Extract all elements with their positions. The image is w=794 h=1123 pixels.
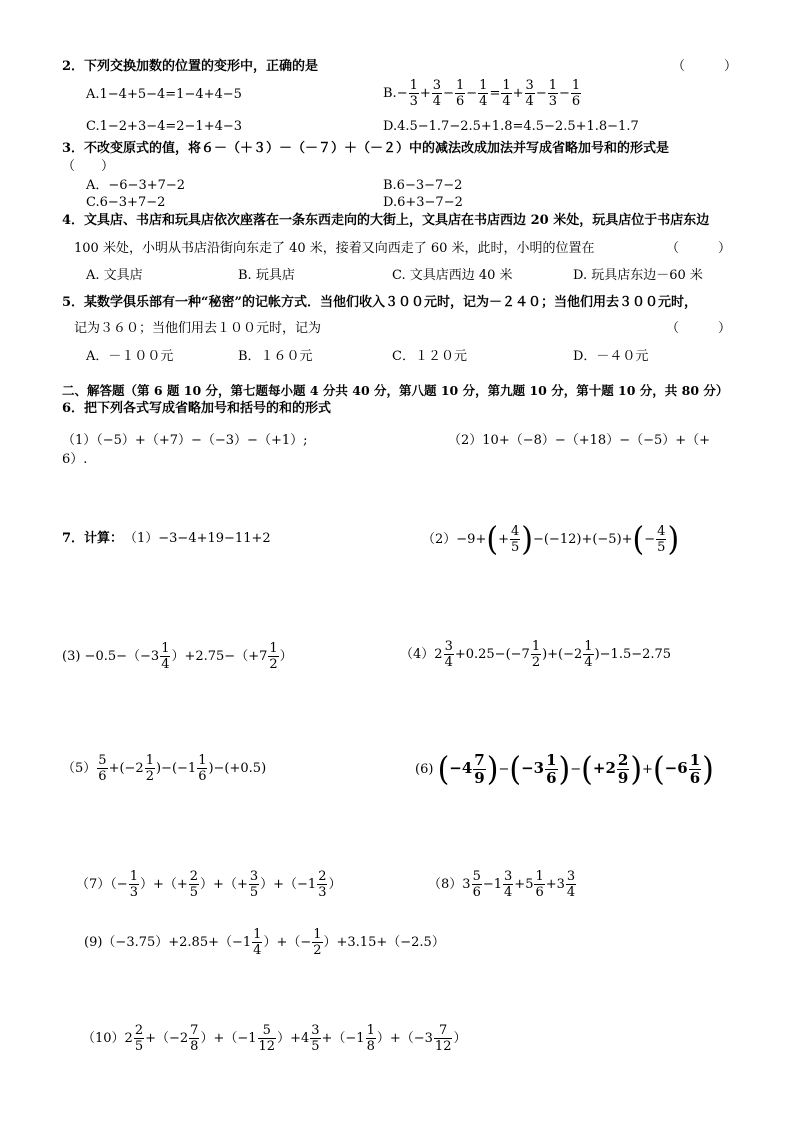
q4-option-b: B. 玩具店 — [238, 268, 295, 283]
q5-stem-line1: 5．某数学俱乐部有一种“秘密”的记帐方式．当他们收入３００元时，记为－２４０；当他们用去３００元时， — [62, 295, 698, 310]
q7-part7: （7）（− $\frac{1}{3}$ ）+（+ $\frac{2}{5}$ ）+（+ $\frac{3}{5}$ ）+（−1 $\frac{2}{3}$ ） — [76, 869, 342, 900]
q5-option-a: A．－１００元 — [86, 349, 174, 364]
q7-part5: （5） $\frac{5}{6}$ +(−2 $\frac{1}{2}$ )−(−1 $\frac{1}{6}$ )−(+0.5) — [62, 753, 267, 784]
q2-stem: 2．下列交换加数的位置的变形中，正确的是 — [62, 59, 319, 74]
q2-option-a: A.1−4+5−4=1−4+4−5 — [86, 87, 242, 102]
q7-part8-label: （8） — [428, 877, 463, 892]
q7-part2-label: （2） — [422, 532, 457, 547]
q7-part6-label: (6) — [415, 762, 434, 777]
q4-answer-paren: （ ） — [666, 241, 732, 256]
q3-option-c: C.6−3+7−2 — [86, 195, 166, 210]
q5-option-c: C．１２０元 — [392, 349, 467, 364]
q4-option-d: D. 玩具店东边－60 米 — [573, 268, 703, 283]
q6-part2-line1: （2）10+（−8）−（+18）−（−5）+（+ — [448, 433, 711, 448]
q7-part4-label: （4） — [400, 647, 435, 662]
q3-option-b: B.6−3−7−2 — [383, 178, 463, 193]
q2-option-b: B.− $\frac{1}{3}$ + $\frac{3}{4}$ − $\frac{1}{6}$ − $\frac{1}{4}$ = $\frac{1}{4}$ + $\frac{3}{4}$ − $\frac{1}{3}$ − $\frac{1}{6}$ — [383, 78, 581, 109]
q5-answer-paren: （ ） — [666, 321, 732, 336]
q7-part3-label: (3) — [62, 649, 81, 664]
q7-part6: (6) (−4 $\frac{7}{9}$ )−(−3 $\frac{1}{6}$ )−(+2 $\frac{2}{9}$ )+(−6 $\frac{1}{6}$ ) — [415, 749, 714, 789]
q2-option-c: C.1−2+3−4=2−1+4−3 — [86, 119, 243, 134]
q6-stem: 6．把下列各式写成省略加号和括号的和的形式 — [62, 401, 332, 416]
q7-part2: （2）−9+(+ $\frac{4}{5}$ )−(−12)+(−5)+(− $\frac{4}{5}$ ) — [422, 519, 680, 559]
q2-option-d: D.4.5−1.7−2.5+1.8=4.5−2.5+1.8−1.7 — [383, 119, 639, 134]
q4-option-a: A. 文具店 — [86, 268, 143, 283]
q3-answer-paren: （ ） — [62, 159, 115, 174]
q6-part2-line2: 6）. — [62, 452, 88, 467]
q7-part10: （10）2 $\frac{2}{5}$ +（−2 $\frac{7}{8}$ ）+（−1 $\frac{5}{12}$ ）+4 $\frac{3}{5}$ +（−1 $\frac{1}{8}$ ）+（−3 $\frac{7}{12}$ ） — [82, 1023, 467, 1054]
q5-stem-line2: 记为３６０；当他们用去１００元时，记为 — [74, 321, 322, 336]
q7-part4: （4）2 $\frac{3}{4}$ +0.25−(−7 $\frac{1}{2}$ )+(−2 $\frac{1}{4}$ )−1.5−2.75 — [400, 639, 672, 670]
q4-stem-line1: 4．文具店、书店和玩具店依次座落在一条东西走向的大街上，文具店在书店西边 20 米处，玩具店位于书店东边 — [62, 213, 710, 228]
q7-part9: (9)（−3.75）+2.85+（−1 $\frac{1}{4}$ ）+（− $\frac{1}{2}$ ）+3.15+（−2.5） — [84, 927, 445, 958]
q2-answer-paren: （ ） — [672, 59, 738, 74]
q7-label: 7．计算： — [62, 531, 124, 546]
q7-part10-label: （10） — [82, 1031, 125, 1046]
q6-part1: （1）（−5）+（+7）−（−3）−（+1）; — [62, 433, 308, 448]
q3-stem: 3．不改变原式的值，将６－（＋３）－（－７）＋（－２）中的减法改成加法并写成省略加号和的形式是 — [62, 141, 670, 156]
q5-option-d: D．－４０元 — [573, 349, 649, 364]
q2-option-b-prefix: B. — [383, 86, 397, 101]
q3-option-d: D.6+3−7−2 — [383, 195, 463, 210]
q7-part1: （1）−3−4+19−11+2 — [124, 531, 271, 546]
q7-part5-label: （5） — [62, 761, 97, 776]
q7-part3: (3) −0.5−（−3 $\frac{1}{4}$ ）+2.75−（+7 $\frac{1}{2}$ ） — [62, 641, 293, 672]
q4-stem-line2: 100 米处，小明从书店沿街向东走了 40 米，接着又向西走了 60 米，此时，小明的位置在 — [74, 241, 595, 256]
q4-option-c: C. 文具店西边 40 米 — [392, 268, 513, 283]
q7-part8: （8）3 $\frac{5}{6}$ −1 $\frac{3}{4}$ +5 $\frac{1}{6}$ +3 $\frac{3}{4}$ — [428, 869, 576, 900]
q3-option-a: A．−6−3+7−2 — [86, 178, 186, 193]
q5-option-b: B．１６０元 — [238, 349, 313, 364]
q7-part9-label: (9) — [84, 935, 103, 950]
q7-part7-label: （7） — [76, 877, 111, 892]
section2-heading: 二、解答题（第 6 题 10 分，第七题每小题 4 分共 40 分，第八题 10 分，第九题 10 分，第十题 10 分，共 80 分） — [62, 383, 729, 398]
